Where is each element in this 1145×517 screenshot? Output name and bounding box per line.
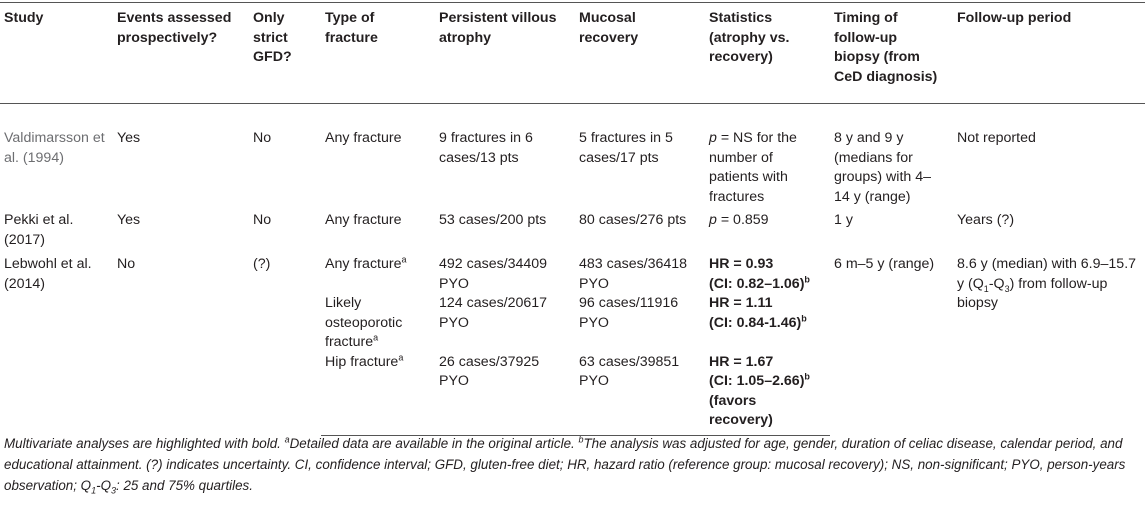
followup-cell: Years (?) (957, 212, 1015, 228)
ci-value: (CI: 0.84-1.46) (709, 314, 802, 331)
followup-text: ) from follow-up biopsy (957, 275, 1108, 311)
footnote-mark: b (804, 371, 810, 382)
footnote-mark: b (578, 434, 584, 445)
prospective-cell: No (117, 256, 136, 272)
statistics-cell (705, 251, 830, 294)
header-recovery: Mucosal recovery (575, 3, 705, 104)
timing-cell: 6 m–5 y (range) (834, 256, 935, 272)
prospective-cell: Yes (117, 212, 141, 228)
recovery-cell: 80 cases/276 pts (579, 212, 687, 228)
followup-cell (953, 251, 1145, 435)
hr-value: HR = 1.67 (709, 353, 774, 370)
subscript: 1 (91, 485, 97, 496)
study-cell: Lebwohl et al. (2014) (4, 256, 92, 292)
gfd-cell: (?) (253, 256, 271, 272)
ci-value: (CI: 1.05–2.66) (709, 373, 805, 389)
statistics-cell (705, 294, 830, 353)
gfd-cell: No (253, 130, 272, 146)
fracture-text: Hip fracture (325, 353, 399, 370)
atrophy-cell: 26 cases/37925 PYO (435, 353, 575, 436)
favors-note: (favors recovery) (709, 392, 773, 428)
statistics-cell (705, 353, 830, 436)
timing-cell: 1 y (834, 212, 853, 228)
hr-value: HR = 1.11 (709, 295, 773, 311)
footnote-mark: a (284, 434, 290, 445)
header-atrophy: Persistent villous atrophy (435, 3, 575, 104)
footnote-mark: a (401, 254, 407, 265)
gfd-cell: No (253, 212, 272, 228)
footnote-text: Detailed data are available in the original article. (289, 436, 579, 451)
header-row (0, 3, 1145, 104)
statistics-text: = NS for the number of patients with fractures (709, 130, 797, 205)
followup-text: -Q (988, 275, 1005, 292)
header-gfd: Only strict GFD? (249, 3, 321, 104)
p-symbol: p (709, 130, 717, 146)
footnote-text: Multivariate analyses are highlighted with bold. (4, 436, 285, 451)
fracture-cell: Any fracture (325, 130, 402, 146)
table-row (0, 104, 1145, 208)
data-table (0, 2, 1145, 436)
followup-cell: Not reported (957, 130, 1036, 146)
subscript: 3 (1004, 283, 1010, 294)
footnote-mark: b (804, 273, 810, 284)
study-cell: Valdimarsson et al. (1994) (4, 130, 105, 166)
statistics-text: = 0.859 (716, 212, 769, 228)
timing-cell: 8 y and 9 y (medians for groups) with 4–14 y (range) (834, 130, 931, 205)
fracture-cell (321, 251, 435, 294)
study-cell: Pekki et al. (2017) (4, 212, 74, 248)
header-study: Study (0, 3, 113, 104)
hr-value: HR = 0.93 (709, 256, 774, 272)
fracture-text: Likely osteoporotic fracture (325, 295, 403, 350)
subscript: 3 (110, 485, 116, 496)
subscript: 1 (983, 283, 989, 294)
fracture-cell (321, 353, 435, 436)
fracture-cell: Any fracture (325, 212, 402, 228)
table-footnote (4, 433, 1139, 496)
statistics-cell (705, 207, 830, 251)
p-symbol: p (709, 212, 717, 228)
recovery-cell: 483 cases/36418 PYO (579, 256, 688, 292)
footnote-text: The analysis was adjusted for age, gender, duration of celiac disease, calendar period, and educational attainment. (?) indicates uncertainty. CI, confidence interval; GFD, gluten-free diet; HR, hazard ratio (reference group: mucosal recovery); NS, non-significant; PYO, person-years observation; Q (4, 436, 1126, 493)
table-row (0, 251, 1145, 294)
header-statistics: Statistics (atrophy vs. recovery) (705, 3, 830, 104)
header-prospective: Events assessed prospectively? (113, 3, 249, 104)
atrophy-cell: 53 cases/200 pts (439, 212, 547, 228)
recovery-cell: 96 cases/11916 PYO (579, 295, 679, 331)
followup-text: 8.6 y (median) with 6.9–15.7 y (Q (957, 256, 1137, 292)
footnote-text: : 25 and 75% quartiles. (116, 478, 253, 493)
recovery-cell: 5 fractures in 5 cases/17 pts (579, 130, 673, 166)
footnote-mark: b (801, 312, 807, 323)
header-fracture-type: Type of fracture (321, 3, 435, 104)
header-followup: Follow-up period (953, 3, 1145, 104)
table-row (0, 207, 1145, 251)
footnote-text: -Q (96, 478, 111, 493)
recovery-cell: 63 cases/39851 PYO (575, 353, 705, 436)
footnote-mark: a (373, 332, 379, 343)
statistics-cell (705, 104, 830, 208)
fracture-cell (321, 294, 435, 353)
footnote-mark: a (398, 351, 404, 362)
header-timing: Timing of follow-up biopsy (from CeD diagnosis) (830, 3, 953, 104)
prospective-cell: Yes (117, 130, 141, 146)
atrophy-cell: 124 cases/20617 PYO (439, 295, 548, 331)
fracture-text: Any fracture (325, 256, 402, 272)
atrophy-cell: 9 fractures in 6 cases/13 pts (439, 130, 533, 166)
atrophy-cell: 492 cases/34409 PYO (439, 256, 548, 292)
ci-value: (CI: 0.82–1.06) (709, 275, 805, 292)
